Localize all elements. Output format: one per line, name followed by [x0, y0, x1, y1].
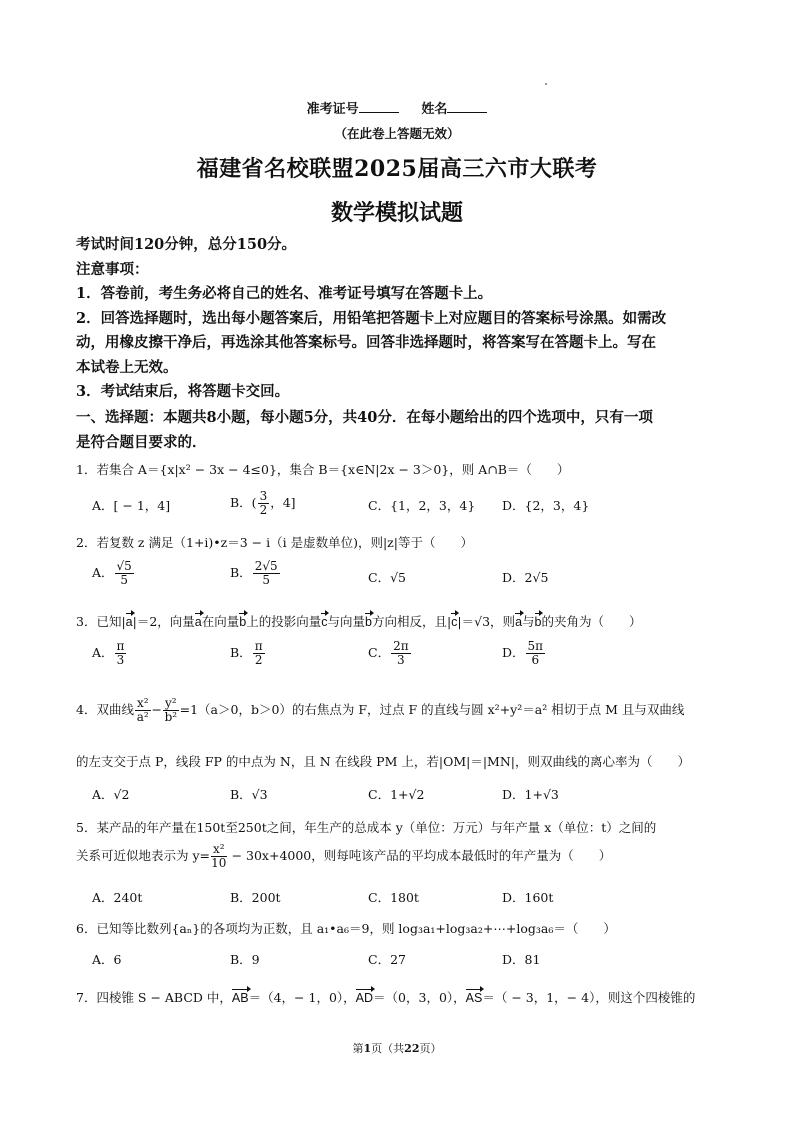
q3-b-den: 2 — [254, 653, 263, 667]
q3-option-c — [368, 640, 412, 667]
q3-t7: |＝√3，则 — [457, 614, 516, 629]
exam-title: 福建省名校联盟2025届高三六市大联考 — [196, 156, 598, 182]
q3-b-label: B． — [230, 645, 252, 660]
q6-option-c: C．27 — [368, 952, 406, 967]
q2-option-a — [92, 560, 135, 587]
q3-d-fraction — [526, 640, 546, 667]
q1-b-den: 2 — [259, 503, 268, 517]
vector-a: a — [515, 615, 523, 629]
q7-t4: ＝（ − 3，1，− 4），则这个四棱锥的 — [482, 990, 696, 1005]
page-total: 22 — [404, 1042, 420, 1055]
q3-t8: 与 — [522, 614, 535, 629]
q2-b-den: 5 — [262, 573, 270, 587]
q1-option-a: A．[ − 1，4] — [92, 498, 171, 513]
question-3 — [76, 612, 726, 630]
q3-option-d — [502, 640, 546, 667]
exam-id-blank — [359, 102, 399, 113]
q4-t1: 4．双曲线 — [76, 702, 134, 717]
question-4-line-2: 的左支交于点 P，线段 FP 的中点为 N，且 N 在线段 PM 上，若|OM|＝|MN|，则双曲线的离心率为（ ） — [76, 754, 690, 769]
q5-option-a: A．240t — [92, 890, 143, 905]
vector-a: a — [194, 615, 202, 629]
q4-f2-num: y² — [165, 696, 177, 710]
section-heading — [76, 406, 720, 455]
q5-t2: − 30x+4000，则每吨该产品的平均成本最低时的年产量为（ ） — [227, 848, 612, 863]
q2-a-den: 5 — [120, 573, 128, 587]
q5-option-d: D．160t — [502, 890, 554, 905]
q4-option-b: B．√3 — [230, 787, 268, 802]
note-item-3: 3．考试结束后，将答题卡交回。 — [76, 383, 290, 400]
page-number: 1 — [363, 1042, 372, 1055]
vector-b: b — [534, 615, 542, 629]
question-5: 5．某产品的年产量在150t至250t之间，年生产的总成本 y（单位：万元）与年产量 x（单位：t）之间的 — [76, 820, 657, 835]
q2-a-fraction — [115, 560, 134, 587]
page-footer — [0, 1040, 794, 1056]
q3-t5: 与向量 — [327, 614, 365, 629]
note-item-2b: 动，用橡皮擦干净后，再选涂其他答案标号。回答非选择题时，将答案写在答题卡上。写在 — [76, 334, 656, 351]
vector-c: c — [321, 615, 328, 629]
q3-t6: 方向相反，且| — [371, 614, 452, 629]
question-5-line-2 — [76, 843, 726, 870]
q2-a-num: √5 — [116, 559, 132, 573]
q1-option-d: D．{2，3，4} — [502, 498, 590, 513]
note-item-2c: 本试卷上无效。 — [76, 358, 178, 376]
invalid-note: （在此卷上答题无效） — [334, 126, 460, 141]
q3-t4: 上的投影向量 — [246, 614, 322, 629]
q6-option-d: D．81 — [502, 952, 541, 967]
q3-d-den: 6 — [531, 653, 540, 667]
q4-option-c: C．1+√2 — [368, 787, 425, 802]
footer-post: 页） — [419, 1042, 442, 1055]
section-line-2: 是符合题目要求的． — [76, 433, 207, 451]
candidate-info-line — [0, 98, 794, 117]
question-1: 1．若集合 A＝{x|x² − 3x − 4≤0}，集合 B＝{x∈N|2x − 3＞0}，则 A∩B＝（ ） — [76, 462, 570, 477]
q2-option-d: D．2√5 — [502, 570, 549, 585]
q1-b-prefix: B．( — [230, 495, 257, 510]
q2-option-b — [230, 560, 281, 587]
q3-t1: 3．已知| — [76, 614, 126, 629]
q4-option-d: D．1+√3 — [502, 787, 559, 802]
q5-fraction — [211, 843, 227, 870]
q5-f-num: x² — [213, 842, 225, 856]
q3-t2: |＝2，向量 — [132, 614, 195, 629]
q3-t3: 在向量 — [201, 614, 240, 629]
q2-b-num: 2√5 — [254, 559, 278, 573]
q3-a-fraction — [115, 640, 127, 667]
q3-b-fraction — [253, 640, 265, 667]
q5-option-b: B．200t — [230, 890, 281, 905]
note-item-2a: 2．回答选择题时，选出每小题答案后，用铅笔把答题卡上对应题目的答案标号涂黑。如需改 — [76, 309, 667, 327]
q3-c-fraction — [391, 640, 411, 667]
vector-ab: AB — [231, 991, 249, 1005]
vector-ad: AD — [355, 991, 374, 1005]
q3-option-a — [92, 640, 127, 667]
scan-speck — [545, 83, 547, 85]
q4-minus: − — [151, 702, 163, 717]
q3-option-b — [230, 640, 266, 667]
q5-t1: 关系可近似地表示为 y= — [76, 848, 211, 863]
notes-heading: 注意事项： — [76, 260, 149, 278]
q5-option-c: C．180t — [368, 890, 419, 905]
q3-t9: 的夹角为（ ） — [541, 614, 642, 629]
q7-t2: ＝（4，− 1，0）， — [248, 990, 356, 1005]
q2-option-c: C．√5 — [368, 570, 406, 585]
q3-c-label: C． — [368, 645, 391, 660]
time-score: 考试时间120分钟，总分150分。 — [76, 236, 297, 253]
q1-option-b — [230, 490, 296, 517]
name-label: 姓名 — [421, 102, 448, 117]
q2-b-label: B． — [230, 565, 252, 580]
vector-b: b — [239, 615, 247, 629]
q3-c-den: 3 — [397, 653, 405, 667]
q3-a-den: 3 — [116, 653, 125, 667]
q5-f-den: 10 — [211, 856, 227, 870]
footer-mid: 页（共 — [371, 1042, 405, 1055]
q1-b-fraction — [258, 490, 270, 517]
q4-t2: =1（a＞0，b＞0）的右焦点为 F，过点 F 的直线与圆 x²+y²＝a² 相切于点 M 且与双曲线 — [179, 702, 685, 717]
q7-t1: 7．四棱锥 S − ABCD 中， — [76, 990, 232, 1005]
question-4 — [76, 697, 726, 724]
q3-d-label: D． — [502, 645, 525, 660]
q3-a-label: A． — [92, 645, 114, 660]
vector-b: b — [365, 615, 372, 629]
q1-option-c: C．{1，2，3，4} — [368, 498, 476, 513]
q4-f2-den: b² — [164, 710, 178, 724]
q4-f1-den: a² — [136, 710, 149, 724]
q3-b-num: π — [254, 639, 263, 653]
q6-option-a: A．6 — [92, 952, 122, 967]
q3-a-num: π — [116, 639, 125, 653]
question-7 — [76, 988, 726, 1006]
exam-id-label: 准考证号 — [306, 102, 359, 117]
q4-fraction-y — [163, 697, 179, 724]
q4-option-a: A．√2 — [92, 787, 130, 802]
q1-b-num: 3 — [259, 489, 268, 503]
question-2: 2．若复数 z 满足（1+i)•z＝3 − i（i 是虚数单位)，则|z|等于（ ） — [76, 535, 473, 550]
vector-c: c — [451, 615, 458, 629]
q2-b-fraction — [253, 560, 280, 587]
exam-subtitle: 数学模拟试题 — [330, 200, 463, 226]
q1-b-suffix: ，4] — [270, 495, 296, 510]
question-6: 6．已知等比数列{aₙ}的各项均为正数，且 a₁•a₆＝9，则 log₃a₁+log₃a₂+⋯+log₃a₆＝（ ） — [76, 921, 616, 936]
q4-fraction-x — [135, 697, 151, 724]
q4-f1-num: x² — [136, 696, 149, 710]
note-item-1: 1．答卷前，考生务必将自己的姓名、准考证号填写在答题卡上。 — [76, 285, 493, 302]
vector-as: AS — [465, 991, 483, 1005]
q3-d-num: 5π — [527, 639, 544, 653]
q7-t3: ＝（0，3，0）， — [373, 990, 466, 1005]
q2-a-label: A． — [92, 565, 114, 580]
section-line-1: 一、选择题：本题共8小题，每小题5分，共40分．在每小题给出的四个选项中，只有一项 — [76, 409, 653, 426]
name-blank — [447, 102, 487, 113]
q3-c-num: 2π — [393, 639, 409, 653]
vector-a: a — [125, 615, 133, 629]
q6-option-b: B．9 — [230, 952, 260, 967]
footer-pre: 第 — [352, 1042, 364, 1055]
instructions — [76, 233, 720, 405]
